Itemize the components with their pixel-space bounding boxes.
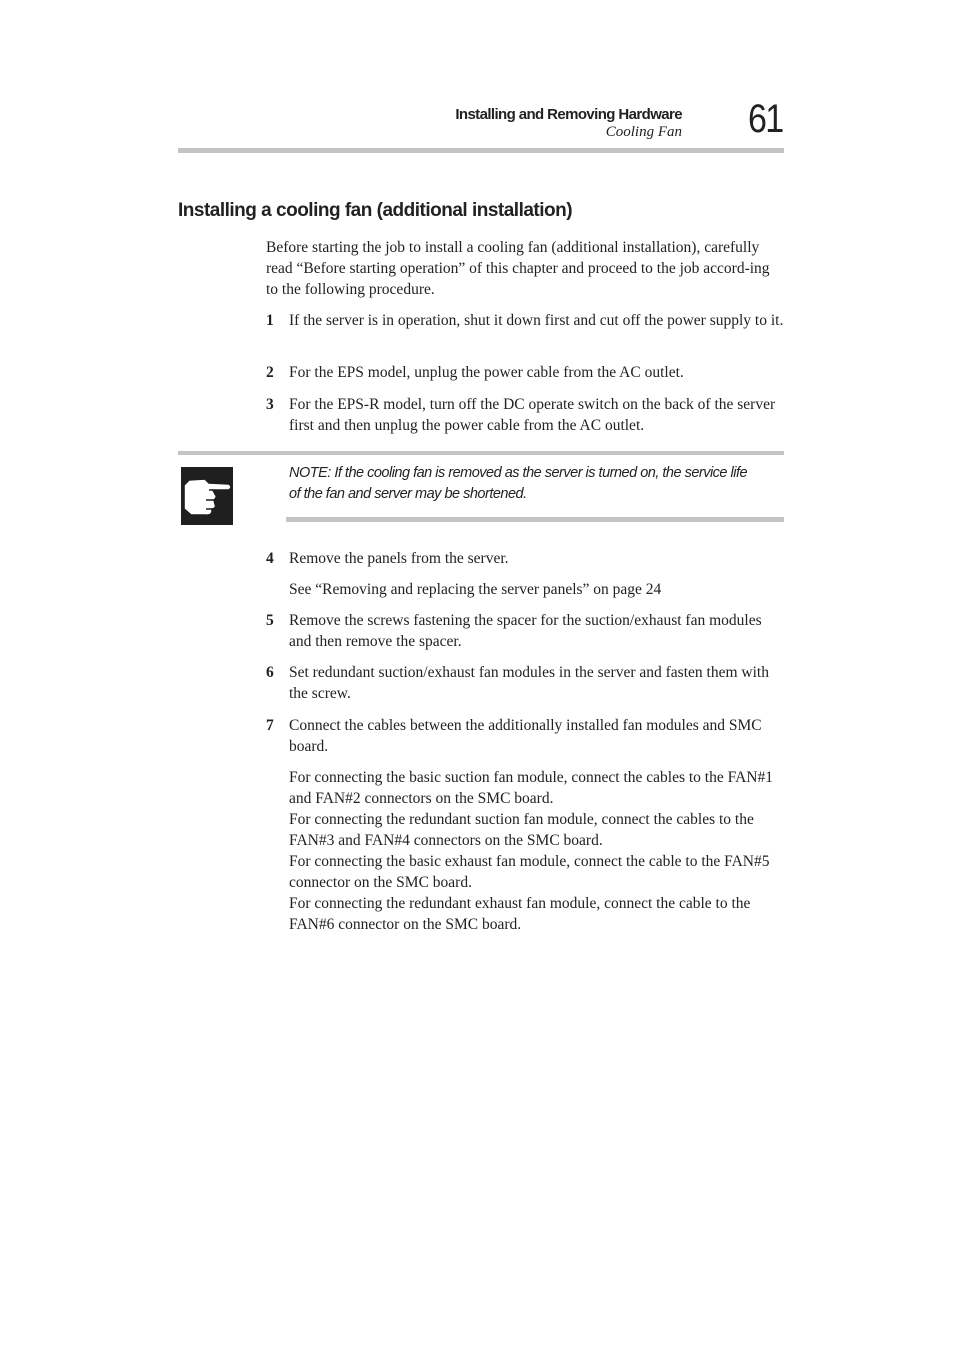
step-item	[266, 362, 786, 383]
note-text: NOTE: If the cooling fan is removed as the server is turned on, the service life of the fan and server may be shortened.	[289, 465, 748, 502]
step-item	[266, 610, 786, 652]
step-text: Set redundant suction/exhaust fan modules in the server and fasten them with the screw.	[289, 664, 769, 702]
intro-paragraph: Before starting the job to install a cooling fan (additional installation), carefully read “Before starting operation” of this chapter and proceed to the job accord-ing to the following procedure.	[266, 239, 770, 298]
step-text: Remove the screws fastening the spacer for the suction/exhaust fan modules and then remove the spacer.	[289, 612, 762, 650]
step-number: 5	[266, 612, 274, 629]
connection-line: For connecting the basic exhaust fan module, connect the cable to the FAN#5 connector on the SMC board.	[289, 853, 770, 891]
step-number: 1	[266, 312, 274, 329]
note-rule-bottom	[286, 517, 784, 522]
step-number: 4	[266, 550, 274, 567]
connection-info	[289, 767, 785, 935]
step-text: For the EPS-R model, turn off the DC operate switch on the back of the server first and then unplug the power cable from the AC outlet.	[289, 396, 776, 434]
pointing-hand-icon	[181, 467, 233, 525]
header-rule	[178, 148, 784, 153]
connection-line: For connecting the basic suction fan module, connect the cables to the FAN#1 and FAN#2 connectors on the SMC board.	[289, 769, 773, 807]
step-item	[266, 715, 786, 757]
connection-line: For connecting the redundant exhaust fan module, connect the cable to the FAN#6 connector on the SMC board.	[289, 895, 751, 933]
step-number: 2	[266, 364, 274, 381]
step-text: If the server is in operation, shut it down first and cut off the power supply to it.	[289, 312, 784, 329]
step-item	[266, 310, 786, 331]
connection-line: For connecting the redundant suction fan module, connect the cables to the FAN#3 and FAN#4 connectors on the SMC board.	[289, 811, 754, 849]
section-heading: Installing a cooling fan (additional installation)	[178, 200, 573, 221]
cross-reference: See “Removing and replacing the server panels” on page 24	[289, 581, 662, 598]
note-rule-top	[178, 451, 784, 455]
step-text: For the EPS model, unplug the power cable from the AC outlet.	[289, 364, 684, 381]
step-item	[266, 662, 786, 704]
step-number: 6	[266, 664, 274, 681]
step-text: Remove the panels from the server.	[289, 550, 509, 567]
step-number: 7	[266, 717, 274, 734]
step-number: 3	[266, 396, 274, 413]
step-text: Connect the cables between the additionally installed fan modules and SMC board.	[289, 717, 762, 755]
running-header-section: Cooling Fan	[605, 124, 682, 140]
step-item	[266, 394, 786, 436]
running-header-chapter: Installing and Removing Hardware	[455, 106, 682, 123]
page-number: 61	[748, 97, 783, 141]
step-item	[266, 548, 786, 569]
